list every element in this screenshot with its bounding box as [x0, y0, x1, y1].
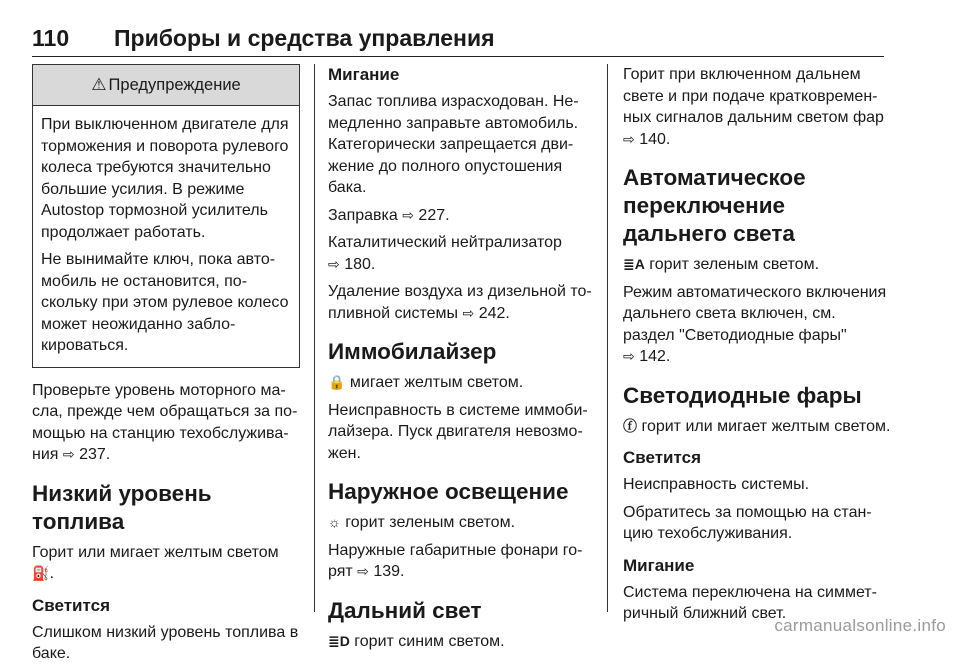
page-ref-icon: ⇨ [357, 563, 369, 579]
high-beam-paragraph: ≣D горит синим светом. [328, 632, 505, 650]
fuel-paragraph: Горит или мигает желтым светом ⛽. [32, 543, 279, 582]
warning-icon: ⚠ [91, 75, 107, 94]
page-number: 110 [32, 25, 70, 51]
page-ref[interactable]: 139. [373, 563, 405, 580]
blink-heading: Мигание [328, 65, 400, 84]
watermark: carmanualsonline.info [774, 616, 946, 635]
column-divider [314, 64, 315, 612]
chapter-title: Приборы и средства управления [114, 25, 495, 51]
led-blink-heading: Мигание [623, 555, 695, 575]
oil-paragraph: Проверьте уровень моторного масла, прежде чем обращаться за помощью на станцию техобслуживания ⇨ 237. [32, 381, 298, 463]
auto-high-beam-heading: Автоматическое переключение дальнего света [623, 165, 806, 246]
ext-desc-paragraph: Наружные габаритные фонари горят ⇨ 139. [328, 541, 583, 580]
air-paragraph: Удаление воздуха из дизельной топливной системы ⇨ 242. [328, 283, 592, 322]
column-2 [328, 64, 596, 658]
page-ref-icon: ⇨ [623, 348, 635, 364]
fuel-on-heading: Светится [32, 595, 110, 615]
page-header [32, 24, 884, 57]
page-ref-icon: ⇨ [402, 206, 414, 223]
fuel-on-paragraph: Слишком низкий уровень топлива в баке. [32, 623, 299, 662]
led-heading: Светодиодные фары [623, 382, 862, 408]
led-blink-paragraph: Система переключена на симметричный ближний свет. [623, 583, 877, 622]
warning-box [32, 64, 300, 368]
page-ref-icon: ⇨ [328, 255, 340, 272]
auto-high-beam-paragraph: ≣A горит зеленым светом. [623, 256, 820, 273]
column-divider [607, 64, 608, 612]
warning-header [33, 65, 299, 106]
page-ref[interactable]: 227. [418, 206, 450, 224]
page-ref[interactable]: 242. [478, 304, 510, 322]
warning-body [33, 106, 299, 367]
page-ref-icon: ⇨ [62, 446, 75, 462]
catalyst-paragraph: Каталитический нейтрализатор ⇨ 180. [328, 234, 562, 273]
ext-paragraph: ☼ горит зеленым светом. [328, 514, 516, 531]
led-on-desc-paragraph: Обратитесь за помощью на станцию техобслуживания. [623, 503, 872, 542]
warning-title: Предупреждение [108, 76, 241, 94]
page-ref-icon: ⇨ [623, 130, 635, 147]
column-3 [623, 64, 891, 631]
warning-paragraph: При выключенном двигателе для торможения и поворота рулевого колеса требуются значительно большие усилия. В режиме Autostop тормозной усилитель продолжает работать. [41, 116, 289, 241]
ext-heading: Наружное освещение [328, 479, 569, 504]
led-on-paragraph: Неисправность системы. [623, 476, 810, 493]
page-ref[interactable]: 142. [639, 348, 671, 365]
auto-desc-paragraph: Режим автоматического включения дальнего света включен, см. раздел "Светодиодные фары" ⇨ 142. [623, 283, 887, 365]
page-ref[interactable]: 140. [639, 130, 671, 148]
led-on-heading: Светится [623, 448, 701, 467]
fuel-pump-icon: ⛽ [32, 565, 50, 581]
led-paragraph: ⓕ горит или мигает желтым светом. [623, 417, 891, 435]
column-1 [32, 64, 300, 671]
refuel-paragraph: Заправка ⇨ 227. [328, 206, 450, 224]
page-ref[interactable]: 180. [344, 255, 376, 273]
led-headlight-icon: ⓕ [623, 417, 637, 434]
blink-paragraph: Запас топлива израсходован. Немедленно заправьте автомобиль. Категорически запрещается движение до полного опустошения бака. [328, 93, 579, 196]
fuel-heading: Низкий уровень топлива [32, 480, 212, 534]
high-beam-icon: ≣D [328, 632, 350, 649]
immo-paragraph: 🔒 мигает желтым светом. [328, 374, 524, 391]
page-ref[interactable]: 237. [79, 446, 111, 463]
auto-high-beam-icon: ≣A [623, 256, 645, 272]
high-beam-heading: Дальний свет [328, 597, 482, 623]
immo-heading: Иммобилайзер [328, 339, 497, 364]
page-ref-icon: ⇨ [462, 304, 475, 321]
warning-paragraph: Не вынимайте ключ, пока автомобиль не остановится, поскольку при этом рулевое колесо может неожиданно заблокироваться. [41, 251, 289, 354]
immobilizer-icon: 🔒 [328, 374, 346, 390]
exterior-light-icon: ☼ [328, 514, 341, 530]
high-beam-desc-paragraph: Горит при включенном дальнем свете и при подаче кратковременных сигналов дальним светом фар ⇨ 140. [623, 66, 884, 148]
immo-fault-paragraph: Неисправность в системе иммобилайзера. Пуск двигателя невозможен. [328, 401, 588, 462]
